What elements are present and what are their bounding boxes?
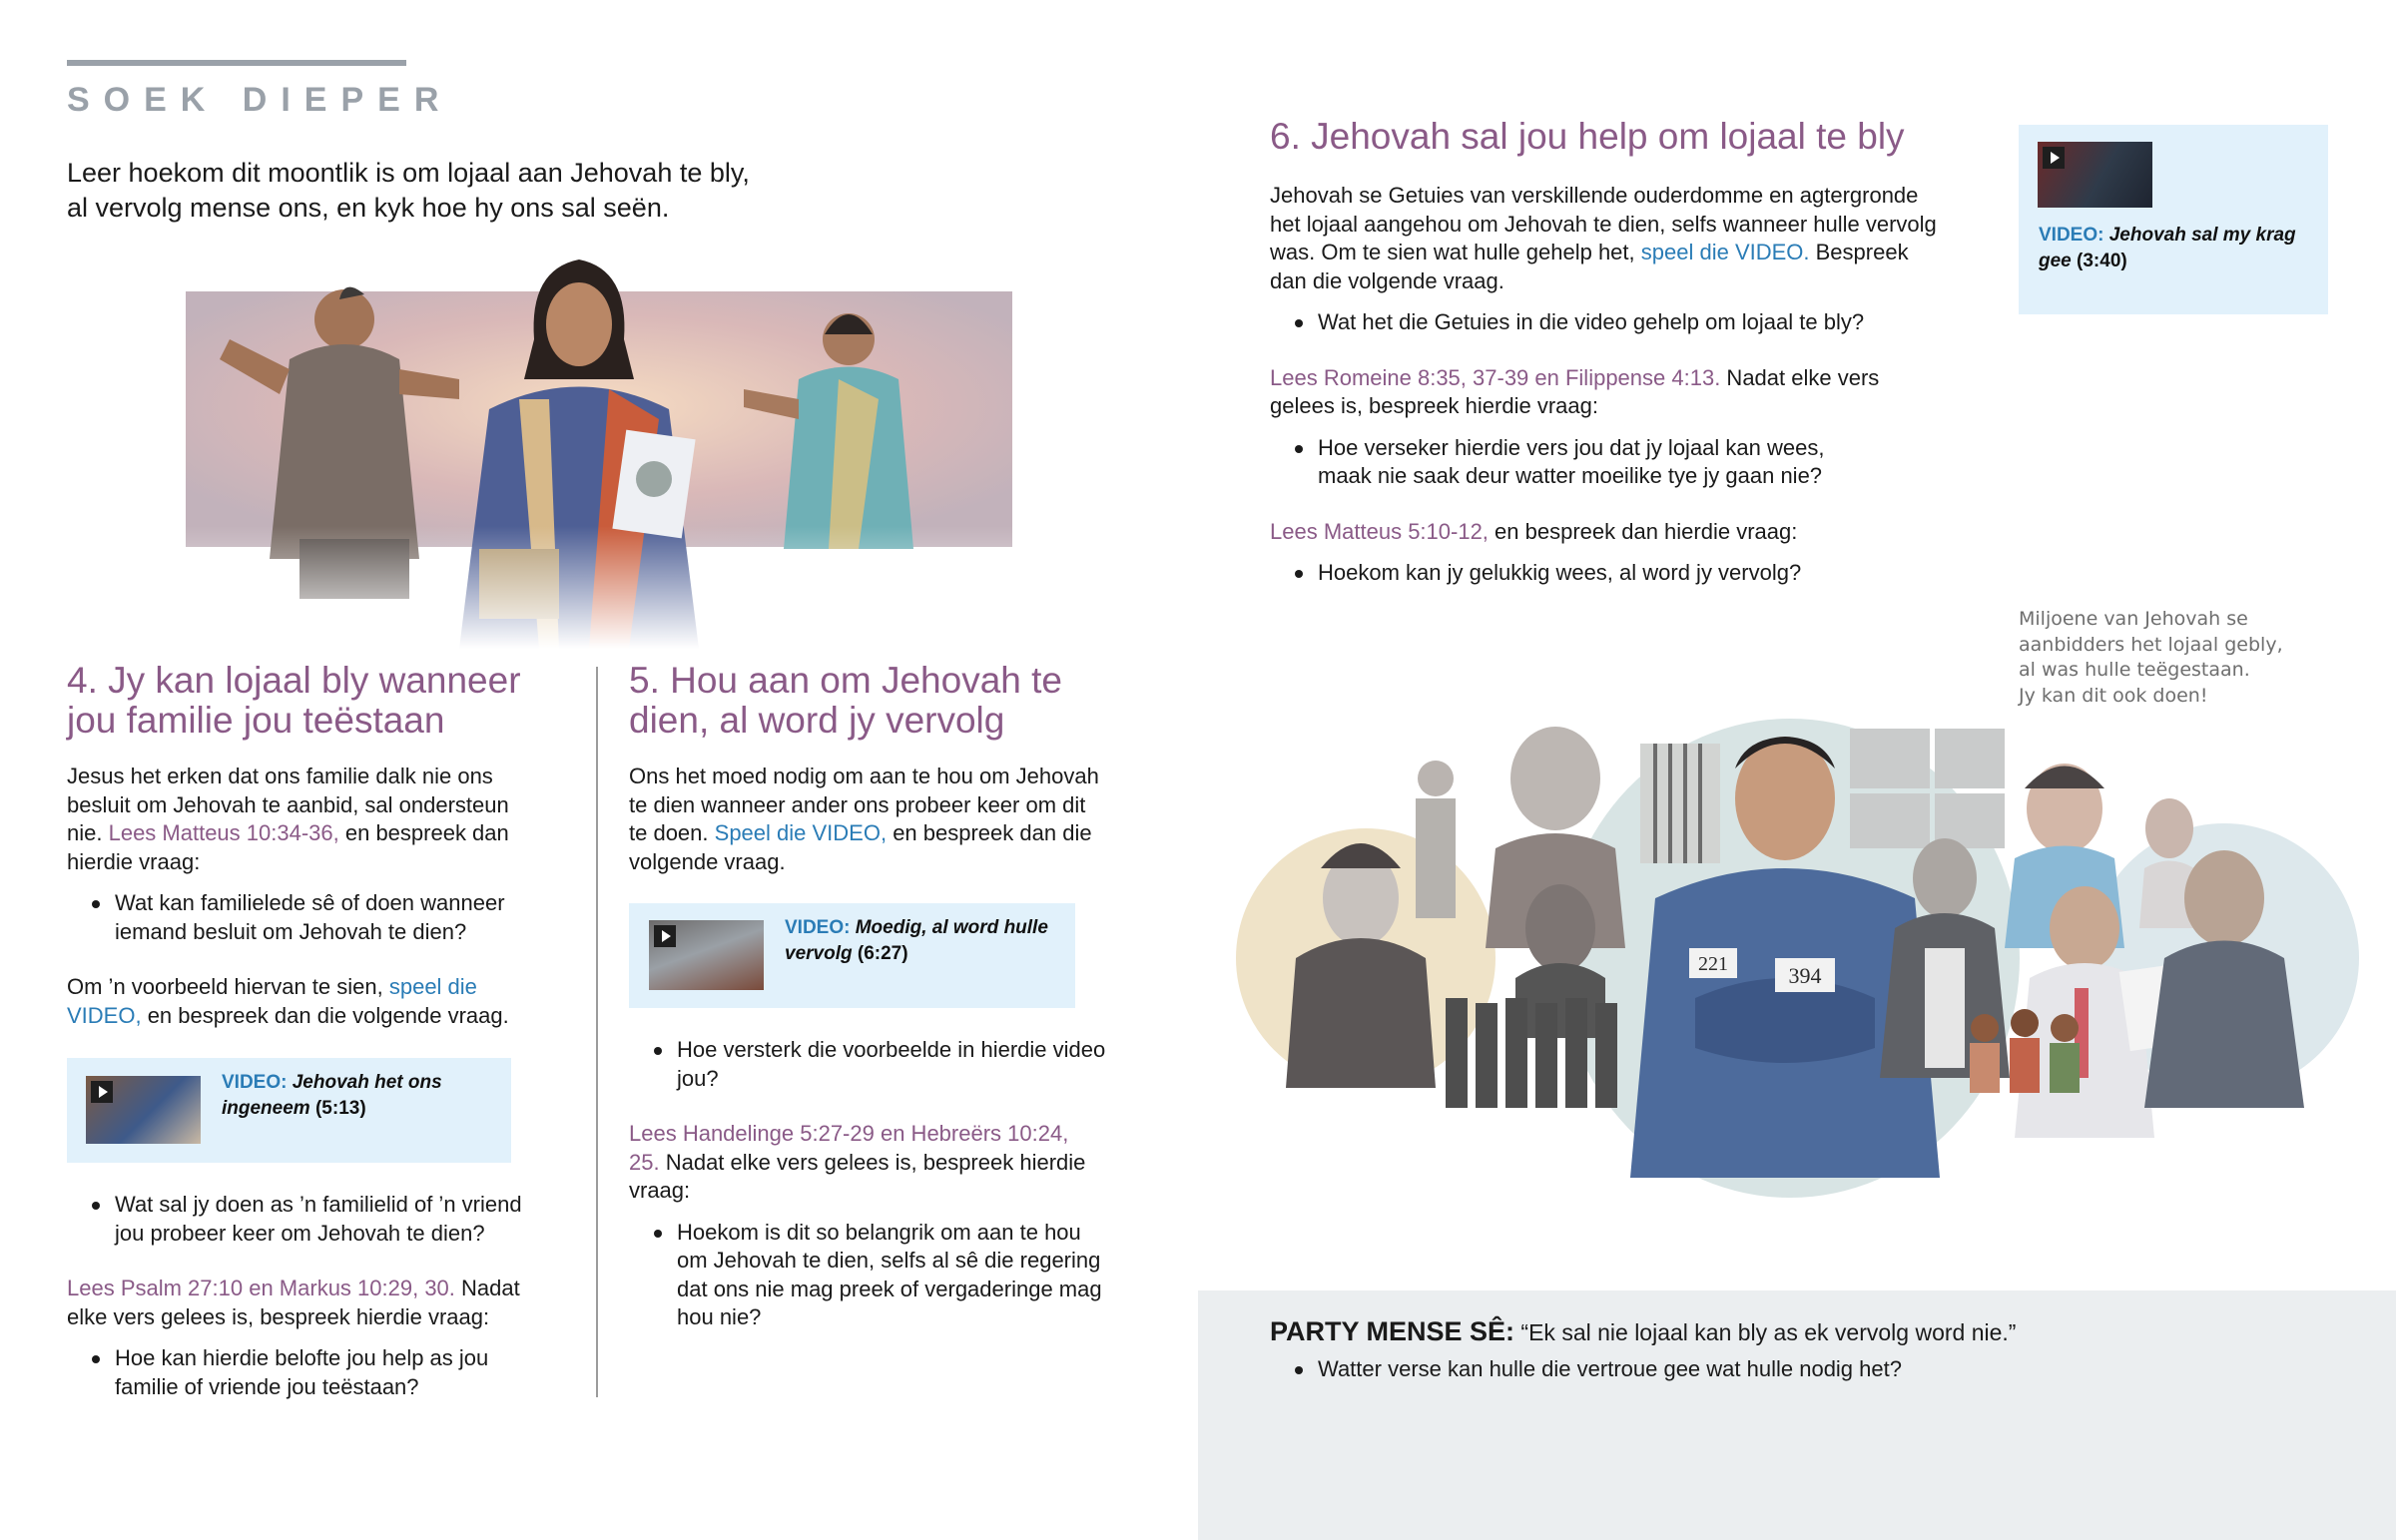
video-title-cont: gee — [2039, 251, 2072, 271]
caption-line: Jy kan dit ook doen! — [2019, 684, 2208, 707]
section-4-paragraph-1 — [67, 763, 566, 876]
video-title-cont: vervolg — [785, 943, 853, 964]
video-caption — [2039, 223, 2296, 274]
s4-p1-line4: hierdie vraag: — [67, 848, 201, 874]
s5-p1-line4: volgende vraag. — [629, 848, 786, 874]
video-title: Jehovah sal my krag — [2108, 225, 2296, 246]
video-caption-line1 — [785, 915, 1048, 941]
video-title: Moedig, al word hulle — [855, 917, 1048, 938]
s4-p3-post: Nadat — [454, 1276, 520, 1300]
video-caption — [222, 1070, 442, 1122]
section-6-question-2 — [1270, 434, 2009, 491]
s4-p1-post: en bespreek dan — [338, 820, 509, 845]
s4-p1-line2: besluit om Jehovah te aanbid, sal ondersteun — [67, 791, 509, 817]
bullet-line: maak nie saak deur watter moeilike tye jy gaan nie? — [1318, 463, 1823, 488]
video-caption-line1 — [222, 1070, 442, 1096]
s5-p2-line2 — [629, 1149, 1168, 1178]
section-4-question-2 — [67, 1191, 586, 1248]
section-6-question-3 — [1270, 559, 2009, 588]
video-label: VIDEO: — [222, 1072, 288, 1093]
s6-p3-post: en bespreek dan hierdie vraag: — [1488, 518, 1798, 544]
illustration-caption — [2019, 607, 2283, 709]
bullet-line: dat ons nie mag preek of vergaderinge mag — [677, 1276, 1102, 1301]
kicker-rule — [67, 60, 406, 66]
video-thumbnail — [86, 1076, 201, 1144]
section-5-question-1 — [629, 1036, 1168, 1093]
family-opposition-illustration — [150, 240, 1028, 649]
video-caption-line2 — [785, 941, 1048, 967]
video-caption-line1 — [2039, 223, 2296, 249]
s5-p1-pre: te doen. — [629, 820, 715, 845]
bullet-line: Wat kan familielede sê of doen wanneer — [115, 890, 505, 915]
prisoner-number-2: 394 — [1788, 963, 1822, 988]
scripture-ref-matthew-10[interactable]: Lees Matteus 10:34-36, — [108, 820, 339, 845]
section-4-title — [67, 661, 566, 741]
section-6-paragraph-2 — [1270, 364, 2009, 421]
caption-line: al was hulle teëgestaan. — [2019, 659, 2250, 681]
section-5-paragraph-2 — [629, 1120, 1168, 1206]
section-5-paragraph-1 — [629, 763, 1148, 876]
s4-p1-line1: Jesus het erken dat ons familie dalk nie ons — [67, 764, 493, 788]
scripture-ref-acts-5[interactable]: Lees Handelinge 5:27-29 en Hebreërs 10:24, — [629, 1121, 1069, 1146]
scripture-ref-matthew-5[interactable]: Lees Matteus 5:10-12, — [1270, 518, 1489, 544]
party-mense-quote — [1270, 1317, 2328, 1347]
portrait-young-man-standing — [1416, 761, 1456, 918]
section-5-question-2 — [629, 1219, 1168, 1332]
play-video-link-s5[interactable]: Speel die VIDEO, — [714, 820, 888, 845]
video-thumbnail — [2038, 142, 2152, 208]
video-thumbnail — [649, 920, 764, 990]
s4-p1-pre: nie. — [67, 820, 109, 845]
caption-line: Miljoene van Jehovah se — [2019, 608, 2248, 630]
s6-p1-line4: dan die volgende vraag. — [1270, 267, 1504, 293]
section-4-paragraph-3 — [67, 1275, 586, 1331]
section-4-lower — [67, 1191, 586, 1401]
intro-line-1: Leer hoekom dit moontlik is om lojaal aan Jehovah te bly, — [67, 158, 750, 188]
s5-p2-line3: vraag: — [629, 1178, 691, 1203]
video-duration: (5:13) — [314, 1098, 366, 1119]
party-mense-label: PARTY MENSE SÊ: — [1270, 1316, 1515, 1346]
faithful-witnesses-collage — [1226, 699, 2364, 1218]
section-5-lower — [629, 1036, 1168, 1332]
s6-p1-line2: het lojaal aangehou om Jehovah te dien, selfs wanneer hulle vervolg — [1270, 211, 1937, 237]
bullet-line: Hoe kan hierdie belofte jou help as jou — [115, 1345, 489, 1370]
video-label: VIDEO: — [2039, 225, 2104, 246]
section-6 — [1270, 117, 2009, 588]
video-caption — [785, 915, 1048, 967]
section-6-paragraph-1 — [1270, 182, 2009, 295]
s6-p3-line1 — [1270, 518, 2009, 547]
s4-p2-line2 — [67, 1002, 566, 1031]
video-title-cont: ingeneem — [222, 1098, 310, 1119]
scripture-ref-romans-8[interactable]: Lees Romeine 8:35, 37-39 en Filippense 4:13. — [1270, 364, 1721, 390]
men-sitting — [1970, 1009, 2080, 1093]
party-mense-question — [1270, 1355, 2328, 1384]
s5-p2-post: Nadat elke vers gelees is, bespreek hierdie — [659, 1149, 1086, 1175]
video-caption-line2 — [222, 1096, 442, 1122]
prison-window — [1640, 744, 1720, 863]
bullet-line: Wat sal jy doen as ’n familielid of ’n vriend — [115, 1192, 522, 1217]
bullet-line: jou? — [677, 1065, 719, 1091]
bullet-item — [629, 1036, 1168, 1093]
s6-p2-line1 — [1270, 364, 2009, 393]
bullet-line: Hoe versterk die voorbeelde in hierdie video — [677, 1037, 1106, 1062]
s4-p3-line1 — [67, 1275, 586, 1303]
play-icon — [91, 1081, 113, 1103]
bullet-item — [67, 1191, 586, 1248]
video-duration: (6:27) — [857, 943, 908, 964]
intro — [67, 156, 750, 226]
section-4 — [67, 661, 566, 1030]
bullet-line: familie of vriende jou teëstaan? — [115, 1373, 419, 1399]
bullet-line: iemand besluit om Jehovah te dien? — [115, 918, 467, 944]
section-6-paragraph-3 — [1270, 518, 2009, 547]
bullet-item: Hoekom kan jy gelukkig wees, al word jy vervolg? — [1270, 559, 2009, 588]
s5-p1-line1: Ons het moed nodig om aan te hou om Jehovah — [629, 764, 1099, 788]
party-mense-quote-text: “Ek sal nie lojaal kan bly as ek vervolg word nie.” — [1514, 1319, 2017, 1345]
bullet-item — [67, 889, 566, 946]
bullet-line: Hoekom is dit so belangrik om aan te hou — [677, 1219, 1081, 1245]
s5-p1-post: en bespreek dan die — [887, 820, 1092, 845]
play-icon — [2043, 147, 2065, 169]
section-6-title: 6. Jehovah sal jou help om lojaal te bly — [1270, 116, 1905, 157]
s4-p2-post: en bespreek dan die volgende vraag. — [141, 1002, 509, 1028]
caption-line: aanbidders het lojaal gebly, — [2019, 633, 2283, 656]
play-video-link-s4[interactable]: speel die — [388, 974, 477, 999]
bullet-item: Wat het die Getuies in die video gehelp om lojaal te bly? — [1270, 308, 2009, 337]
section-4-question-1 — [67, 889, 566, 946]
section-4-question-3 — [67, 1344, 586, 1401]
section-5-title-line-2: dien, al word jy vervolg — [629, 700, 1005, 741]
bullet-item — [629, 1219, 1168, 1332]
bullet-line: hou nie? — [677, 1304, 762, 1329]
play-icon — [654, 925, 676, 947]
photo-wall — [1850, 729, 2005, 848]
intro-line-2: al vervolg mense ons, en kyk hoe hy ons sal seën. — [67, 193, 670, 223]
bullet-item: Watter verse kan hulle die vertroue gee wat hulle nodig het? — [1270, 1355, 2328, 1384]
scripture-ref-psalm-27[interactable]: Lees Psalm 27:10 en Markus 10:29, 30. — [67, 1276, 455, 1300]
video-title: Jehovah het ons — [292, 1072, 442, 1093]
play-video-link-s6[interactable]: speel die VIDEO. — [1640, 240, 1810, 264]
s6-p1-post: Bespreek — [1809, 240, 1909, 264]
video-card-s4[interactable] — [67, 1058, 511, 1163]
bullet-line: jou probeer keer om Jehovah te dien? — [115, 1220, 485, 1246]
s6-p1-line1: Jehovah se Getuies van verskillende ouderdomme en agtergronde — [1270, 183, 1919, 208]
kicker: SOEK DIEPER — [67, 81, 453, 119]
s5-p1-line2: te dien wanneer ander ons probeer keer om dit — [629, 791, 1086, 817]
section-5 — [629, 661, 1148, 876]
section-4-paragraph-2 — [67, 973, 566, 1030]
bullet-item — [67, 1344, 586, 1401]
video-caption-line2 — [2039, 249, 2296, 274]
s4-p2-pre: Om ’n voorbeeld hiervan te sien, — [67, 974, 389, 999]
section-5-title-line-1: 5. Hou aan om Jehovah te — [629, 660, 1063, 701]
s6-p1-line3 — [1270, 239, 2009, 267]
s6-p2-line2: gelees is, bespreek hierdie vraag: — [1270, 393, 1598, 418]
video-card-s6[interactable] — [2019, 125, 2328, 314]
scripture-ref-hebrews-10[interactable]: 25. — [629, 1149, 660, 1175]
bullet-line: Hoe verseker hierdie vers jou dat jy lojaal kan wees, — [1318, 434, 1825, 460]
s4-p3-line2: elke vers gelees is, bespreek hierdie vraag: — [67, 1303, 490, 1329]
s4-p2-line1 — [67, 973, 566, 1002]
section-5-title — [629, 661, 1148, 741]
video-card-s5[interactable] — [629, 903, 1075, 1008]
video-duration: (3:40) — [2077, 251, 2127, 271]
party-mense-content — [1270, 1317, 2328, 1383]
bullet-item — [1270, 434, 2009, 491]
section-4-title-line-1: 4. Jy kan lojaal bly wanneer — [67, 660, 521, 701]
play-video-link-s4-cont[interactable]: VIDEO, — [67, 1002, 142, 1028]
column-divider — [596, 667, 598, 1397]
section-6-question-1 — [1270, 308, 2009, 337]
s4-p1-line3 — [67, 819, 566, 848]
section-4-title-line-2: jou familie jou teëstaan — [67, 700, 445, 741]
s6-p2-post: Nadat elke vers — [1720, 364, 1880, 390]
prisoner-number-1: 221 — [1698, 953, 1728, 975]
s5-p1-line3 — [629, 819, 1148, 848]
bullet-line: om Jehovah te dien, selfs al sê die regering — [677, 1248, 1101, 1273]
video-label: VIDEO: — [785, 917, 851, 938]
s6-p1-pre: was. Om te sien wat hulle gehelp het, — [1270, 240, 1641, 264]
